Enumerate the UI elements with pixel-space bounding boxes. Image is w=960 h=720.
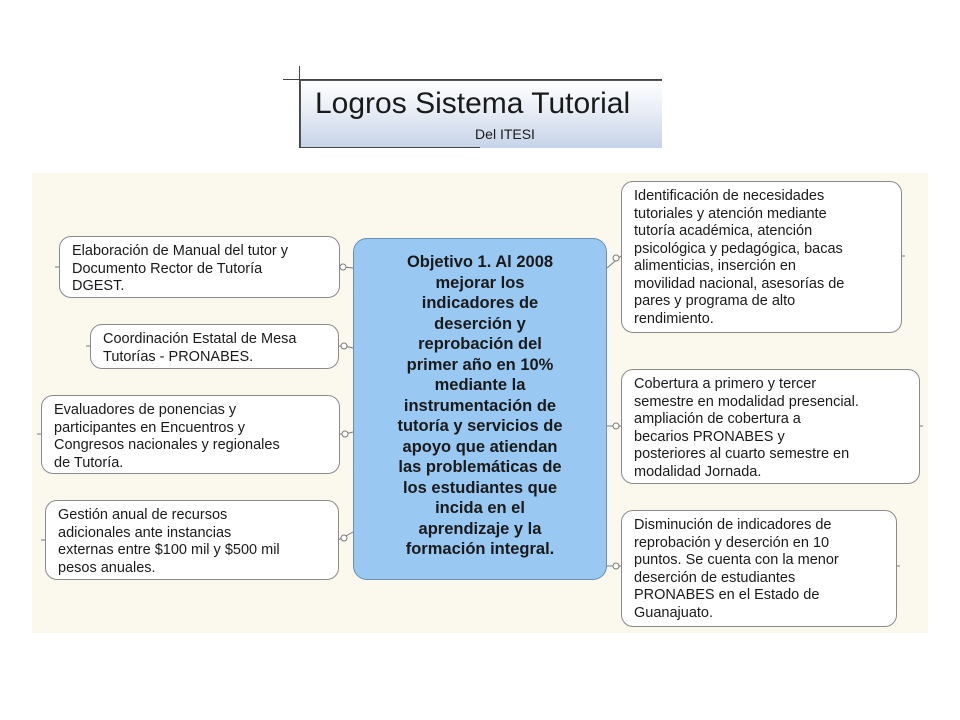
left-node-manual xyxy=(59,236,340,298)
right-node-disminucion xyxy=(621,510,897,627)
left-node-coordinacion xyxy=(90,324,339,369)
right-node-text: Disminución de indicadores de reprobación y deserción en 10 puntos. Se cuenta con la menor deserción de estudiantes PRONABES en el Estado de Guanajuato. xyxy=(634,517,839,621)
left-node-text: Evaluadores de ponencias y participantes en Encuentros y Congresos nacionales y regionales de Tutoría. xyxy=(54,402,280,471)
central-objective: Objetivo 1. Al 2008 mejorar los indicadores de deserción y reprobación del primer año en 10% mediante la instrumentación de tutoría y servicios de apoyo que atiendan las problemáticas de los estudiantes que incida en el aprendizaje y la formación integral. xyxy=(353,238,607,580)
left-node-text: Coordinación Estatal de Mesa Tutorías - PRONABES. xyxy=(103,331,297,365)
right-node-text: Identificación de necesidades tutoriales y atención mediante tutoría académica, atención psicológica y pedagógica, bacas alimenticias, inserción en movilidad nacional, asesorías de pares y programa de alto rendimiento. xyxy=(634,188,845,327)
page-subtitle: Del ITESI xyxy=(475,126,535,142)
right-node-text: Cobertura a primero y tercer semestre en modalidad presencial. ampliación de cobertura a becarios PRONABES y posteriores al cuarto semestre en modalidad Jornada. xyxy=(634,376,859,480)
right-node-cobertura xyxy=(621,369,920,484)
left-node-gestion xyxy=(45,500,339,580)
right-node-identificacion xyxy=(621,181,902,333)
title-box xyxy=(300,80,662,148)
left-node-text: Gestión anual de recursos adicionales ante instancias externas entre $100 mil y $500 mil pesos anuales. xyxy=(58,507,280,576)
page-title: Logros Sistema Tutorial xyxy=(315,87,631,120)
left-node-evaluadores xyxy=(41,395,340,474)
left-node-text: Elaboración de Manual del tutor y Documento Rector de Tutoría DGEST. xyxy=(72,243,289,294)
title-rule-bottom xyxy=(300,147,480,148)
